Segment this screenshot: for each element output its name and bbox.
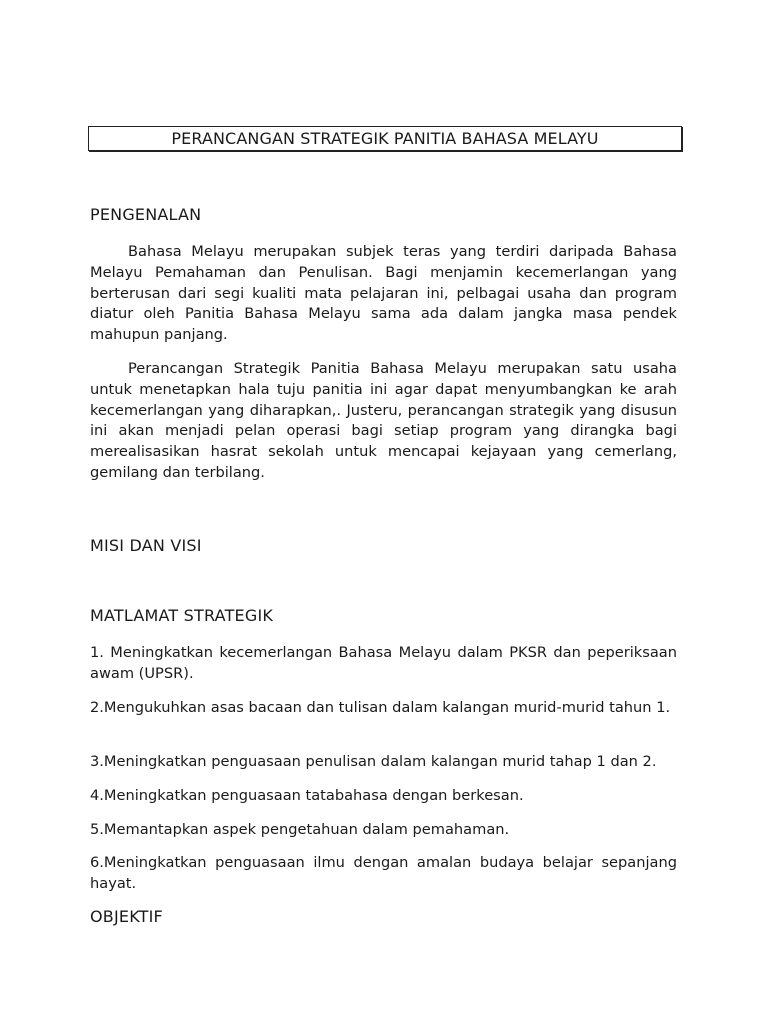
matlamat-item-5: 5.Memantapkan aspek pengetahuan dalam pemahaman. [90,821,510,838]
matlamat-item-1: 1. Meningkatkan kecemerlangan Bahasa Melayu dalam PKSR dan peperiksaan awam (UPSR). [90,644,677,682]
section-heading-pengenalan: PENGENALAN [90,205,202,224]
matlamat-item-6: 6.Meningkatkan penguasaan ilmu dengan amalan budaya belajar sepanjang hayat. [90,854,677,892]
matlamat-item-2: 2.Mengukuhkan asas bacaan dan tulisan dalam kalangan murid-murid tahun 1. [90,699,671,716]
document-title [88,126,682,151]
section-heading-matlamat: MATLAMAT STRATEGIK [90,606,274,625]
section-heading-objektif: OBJEKTIF [90,907,163,926]
paragraph-pengenalan-1: Bahasa Melayu merupakan subjek teras yang terdiri daripada Bahasa Melayu Pemahaman dan Penulisan. Bagi menjamin kecemerlangan yang berterusan dari segi kualiti mata pelajaran ini, pelbagai usaha dan program diatur oleh Panitia Bahasa Melayu sama ada dalam jangka masa pendek mahupun panjang. [90,243,677,344]
matlamat-item-3: 3.Meningkatkan penguasaan penulisan dalam kalangan murid tahap 1 dan 2. [90,753,657,770]
section-heading-misi-visi: MISI DAN VISI [90,536,202,555]
paragraph-pengenalan-2: Perancangan Strategik Panitia Bahasa Melayu merupakan satu usaha untuk menetapkan hala tuju panitia ini agar dapat menyumbangkan ke arah kecemerlangan yang diharapkan,. Justeru, perancangan strategik yang disusun ini akan menjadi pelan operasi bagi setiap program yang dirangka bagi merealisasikan hasrat sekolah untuk mencapai kejayaan yang cemerlang, gemilang dan terbilang. [90,360,677,481]
document-title-text: PERANCANGAN STRATEGIK PANITIA BAHASA MELAYU [171,129,599,148]
matlamat-item-4: 4.Meningkatkan penguasaan tatabahasa dengan berkesan. [90,787,524,804]
